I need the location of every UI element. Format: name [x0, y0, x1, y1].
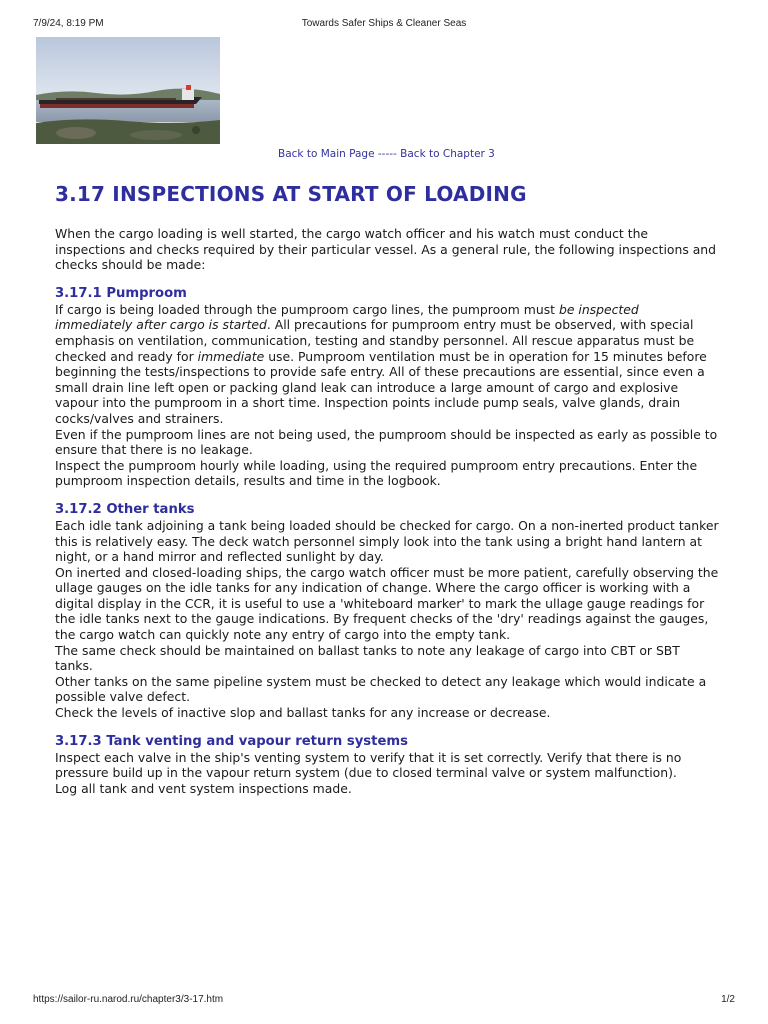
pumproom-p1-text-b: . All precautions for pumproom entry must be observed, with special emphasis on ventilation, communication, testing and standby personnel. All rescue apparatus must be checked and ready for — [55, 317, 695, 364]
section-heading-other-tanks: 3.17.2 Other tanks — [55, 501, 195, 517]
print-header — [33, 18, 735, 32]
venting-paragraph-1: Inspect each valve in the ship's venting system to verify that it is set correctly. Verify that there is no pressure build up in the vapour return system (due to closed terminal valve or system malfunction). — [55, 749, 682, 781]
print-page-number: 1/2 — [721, 994, 735, 1005]
other-tanks-paragraph-3: The same check should be maintained on ballast tanks to note any leakage of cargo into CBT or SBT tanks. — [55, 642, 680, 674]
pumproom-p1-emphasis-1: be inspected immediately after cargo is started — [55, 301, 639, 333]
pumproom-paragraph-3: Inspect the pumproom hourly while loading, using the required pumproom entry precautions. Enter the pumproom inspection details, results and time in the logbook. — [55, 457, 698, 489]
pumproom-p1-text-a: If cargo is being loaded through the pumproom cargo lines, the pumproom must — [55, 301, 559, 317]
back-to-main-link[interactable]: Back to Main Page — [278, 148, 375, 160]
print-footer — [33, 994, 735, 1008]
other-tanks-paragraph-5: Check the levels of inactive slop and ballast tanks for any increase or decrease. — [55, 705, 551, 721]
tanker-ship-photo — [36, 37, 220, 144]
section-venting — [55, 734, 720, 797]
pumproom-paragraph-2: Even if the pumproom lines are not being used, the pumproom should be inspected as early as possible to ensure that there is no leakage. — [55, 426, 718, 458]
pumproom-p1-text-c: use. Pumproom ventilation must be in operation for 15 minutes before beginning the tests/inspections to provide safe entry. All of these precautions are essential, since even a small drain line left open or packing gland leak can introduce a large amount of cargo and explosive vapour into the pumproom in a short time. Inspection points include pump seals, valve glands, drain cocks/valves and strainers. — [55, 348, 707, 426]
pumproom-p1-emphasis-2: immediate — [197, 348, 265, 364]
venting-paragraph-2: Log all tank and vent system inspections made. — [55, 780, 352, 796]
intro-paragraph: When the cargo loading is well started, the cargo watch officer and his watch must conduct the inspections and checks required by their particular vessel. As a general rule, the following inspections and checks should be made: — [55, 226, 717, 273]
section-other-tanks — [55, 502, 720, 721]
page-title: 3.17 INSPECTIONS AT START OF LOADING — [55, 182, 527, 206]
pumproom-paragraph-1 — [55, 302, 720, 427]
print-url: https://sailor-ru.narod.ru/chapter3/3-17.htm — [33, 994, 224, 1005]
back-to-chapter-link[interactable]: Back to Chapter 3 — [400, 148, 495, 160]
nav-links — [278, 148, 495, 160]
print-doc-title: Towards Safer Ships & Cleaner Seas — [301, 18, 467, 29]
print-datetime: 7/9/24, 8:19 PM — [33, 18, 104, 29]
section-pumproom — [55, 286, 720, 489]
other-tanks-paragraph-1: Each idle tank adjoining a tank being loaded should be checked for cargo. On a non-inerted product tanker this is relatively easy. The deck watch personnel simply look into the tank using a bright hand lantern at night, or a hand mirror and reflected sunlight by day. — [55, 517, 719, 565]
other-tanks-paragraph-2: On inerted and closed-loading ships, the cargo watch officer must be more patient, carefully observing the ullage gauges on the idle tanks for any indication of change. Where the cargo officer is working with a digital display in the CCR, it is useful to use a 'whiteboard marker' to mark the ullage gauge readings for the idle tanks next to the gauge indications. By frequent checks of the 'dry' readings against the gauges, the cargo watch can quickly note any entry of cargo into the empty tank. — [55, 564, 719, 643]
nav-separator: ----- — [374, 148, 401, 160]
article-content — [55, 180, 720, 809]
section-heading-pumproom: 3.17.1 Pumproom — [55, 285, 187, 301]
section-heading-venting: 3.17.3 Tank venting and vapour return systems — [55, 733, 408, 749]
other-tanks-paragraph-4: Other tanks on the same pipeline system must be checked to detect any leakage which would indicate a possible valve defect. — [55, 673, 707, 705]
